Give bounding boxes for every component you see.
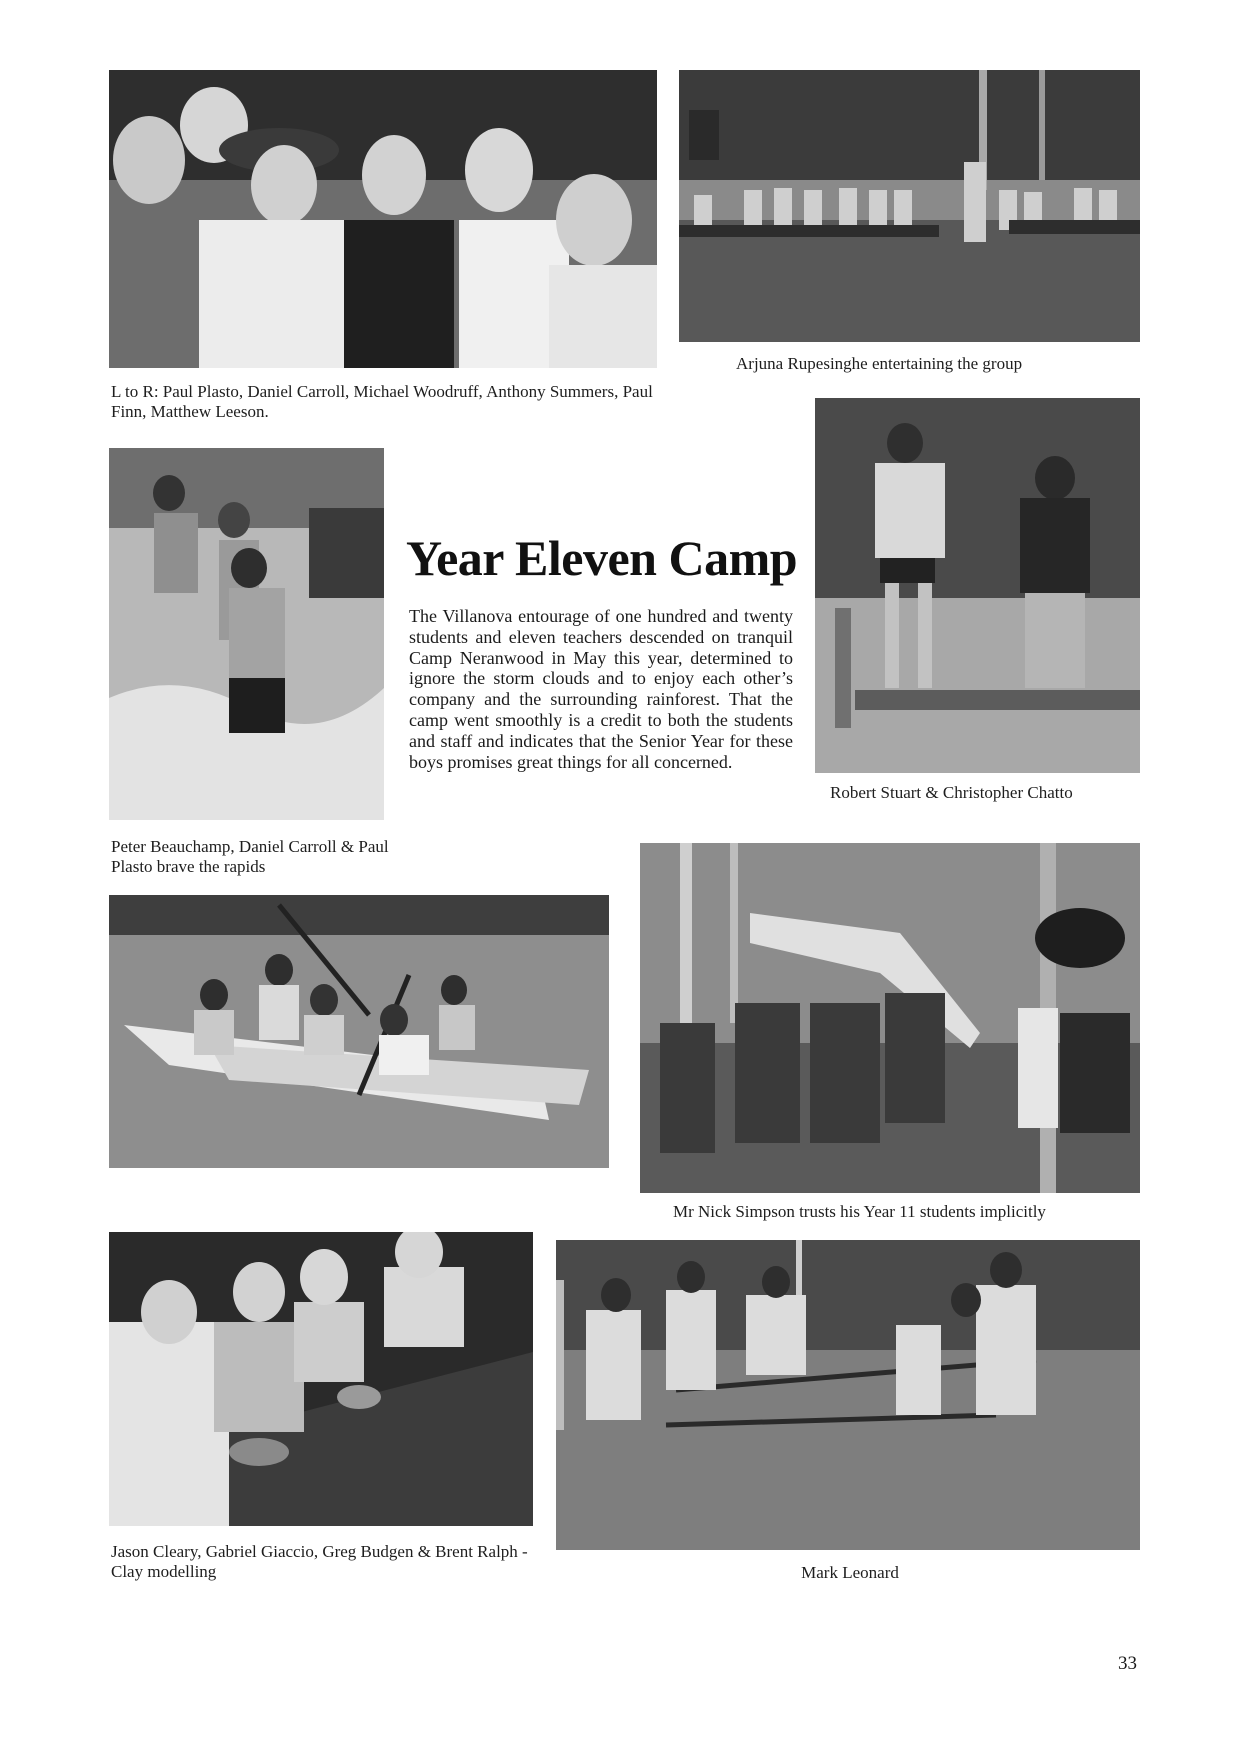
caption-entertaining: Arjuna Rupesinghe entertaining the group <box>736 354 1023 373</box>
caption-poles: Mark Leonard <box>801 1563 899 1582</box>
photo-group-portrait <box>109 70 657 368</box>
article-title: Year Eleven Camp <box>406 530 798 586</box>
photo-entertaining <box>679 70 1140 342</box>
photo-canoes <box>109 895 609 1168</box>
caption-group-portrait: L to R: Paul Plasto, Daniel Carroll, Michael Woodruff, Anthony Summers, Paul Finn, Matthew Leeson. <box>111 382 653 421</box>
article-body: The Villanova entourage of one hundred and twenty students and eleven teachers descended on tranquil Camp Neranwood in May this year, determined to ignore the storm clouds and to enjoy each other’s company and the surrounding rainforest. That the camp went smoothly is a credit to both the students and staff and indicates that the Senior Year for these boys promises great things for all concerned. <box>409 606 793 772</box>
photo-poles <box>556 1240 1140 1550</box>
caption-trust-fall: Mr Nick Simpson trusts his Year 11 students implicitly <box>673 1202 1046 1221</box>
caption-log-walk: Robert Stuart & Christopher Chatto <box>830 783 1073 802</box>
photo-trust-fall <box>640 843 1140 1193</box>
page-number: 33 <box>1118 1653 1137 1674</box>
caption-clay: Jason Cleary, Gabriel Giaccio, Greg Budgen & Brent Ralph - Clay modelling <box>111 1542 528 1581</box>
photo-clay <box>109 1232 533 1526</box>
photo-rapids <box>109 448 384 820</box>
caption-rapids: Peter Beauchamp, Daniel Carroll & Paul Plasto brave the rapids <box>111 837 389 876</box>
photo-log-walk <box>815 398 1140 773</box>
